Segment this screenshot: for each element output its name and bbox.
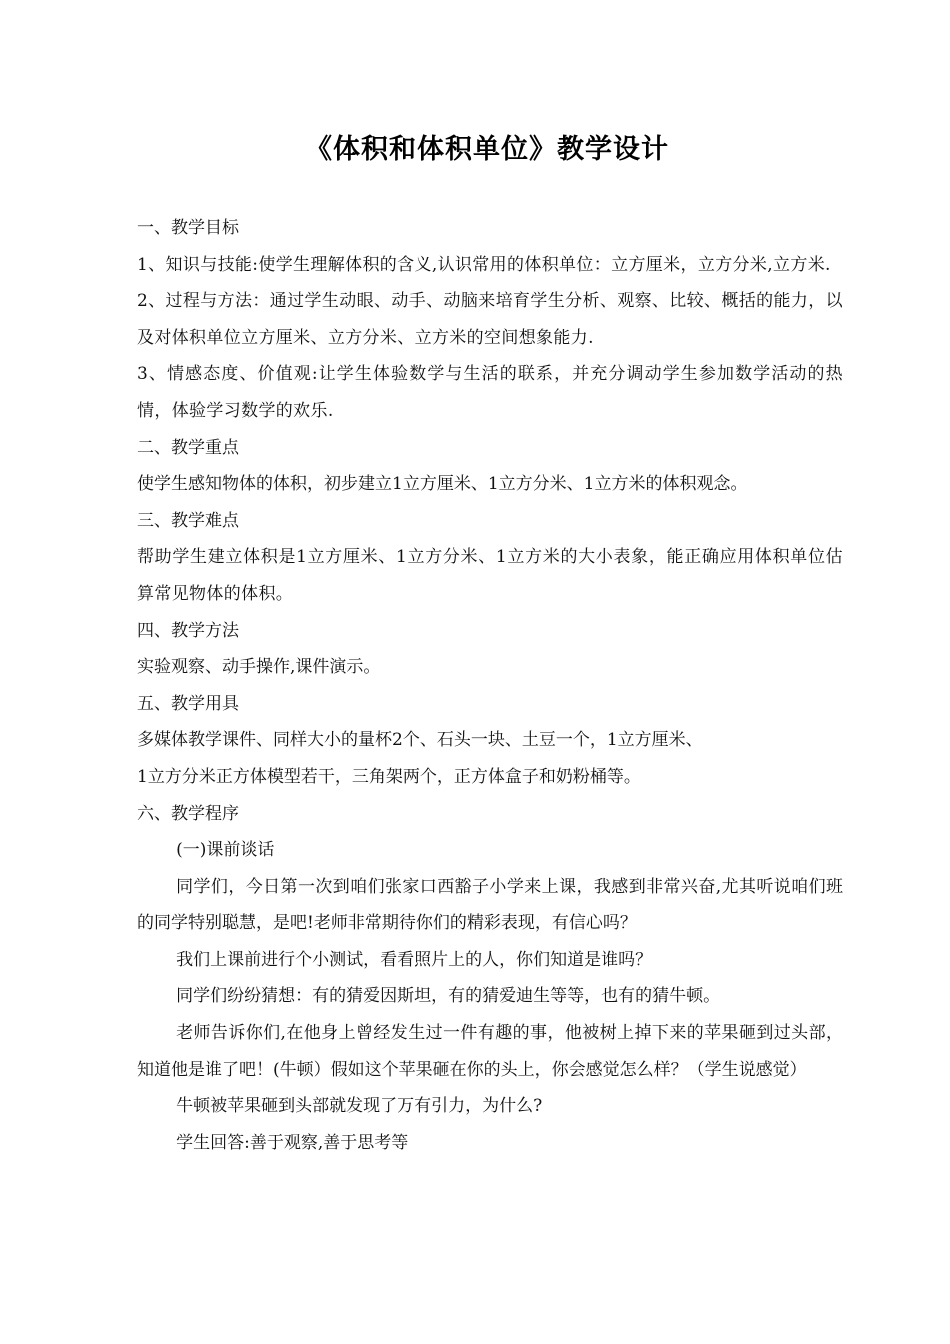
section-heading-methods: 四、教学方法 <box>137 620 239 641</box>
document-body <box>137 210 843 1161</box>
difficulties-text: 帮助学生建立体积是1立方厘米、1立方分米、1立方米的大小表象，能正确应用体积单位估算常见物体的体积。 <box>137 547 843 604</box>
subsection-heading-pre-class-talk: (一)课前谈话 <box>176 840 275 861</box>
methods-text: 实验观察、动手操作,课件演示。 <box>137 657 381 678</box>
objective-process: 2、过程与方法：通过学生动眼、动手、动脑来培育学生分析、观察、比较、概括的能力，以及对体积单位立方厘米、立方分米、立方米的空间想象能力. <box>137 291 843 348</box>
section-heading-procedure: 六、教学程序 <box>137 803 239 824</box>
document-title: 《体积和体积单位》教学设计 <box>305 134 669 165</box>
key-points-text: 使学生感知物体的体积，初步建立1立方厘米、1立方分米、1立方米的体积观念。 <box>137 474 748 495</box>
tools-text-line-1: 多媒体教学课件、同样大小的量杯2个、石头一块、土豆一个，1立方厘米、 <box>137 730 703 751</box>
paragraph-guesses: 同学们纷纷猜想：有的猜爱因斯坦，有的猜爱迪生等等，也有的猜牛顿。 <box>176 986 721 1007</box>
section-heading-difficulties: 三、教学难点 <box>137 510 239 531</box>
paragraph-greeting: 同学们，今日第一次到咱们张家口西豁子小学来上课，我感到非常兴奋,尤其听说咱们班的同学特别聪慧，是吧!老师非常期待你们的精彩表现，有信心吗？ <box>137 876 843 934</box>
paragraph-quiz: 我们上课前进行个小测试，看看照片上的人，你们知道是谁吗？ <box>176 949 653 970</box>
paragraph-student-answer: 学生回答:善于观察,善于思考等 <box>176 1132 409 1153</box>
objective-knowledge: 1、知识与技能:使学生理解体积的含义,认识常用的体积单位：立方厘米，立方分米,立方米. <box>137 254 831 275</box>
section-heading-objectives: 一、教学目标 <box>137 218 239 238</box>
section-heading-key-points: 二、教学重点 <box>137 437 239 458</box>
section-heading-tools: 五、教学用具 <box>137 693 239 714</box>
paragraph-gravity-question: 牛顿被苹果砸到头部就发现了万有引力，为什么? <box>176 1096 543 1117</box>
paragraph-newton-story: 老师告诉你们,在他身上曾经发生过一件有趣的事，他被树上掉下来的苹果砸到过头部，知道他是谁了吧！(牛顿）假如这个苹果砸在你的头上，你会感觉怎么样？（学生说感觉） <box>137 1023 843 1080</box>
objective-attitude: 3、情感态度、价值观:让学生体验数学与生活的联系，并充分调动学生参加数学活动的热情，体验学习数学的欢乐. <box>137 364 843 421</box>
tools-text-line-2: 1立方分米正方体模型若干，三角架两个，正方体盒子和奶粉桶等。 <box>137 766 641 787</box>
